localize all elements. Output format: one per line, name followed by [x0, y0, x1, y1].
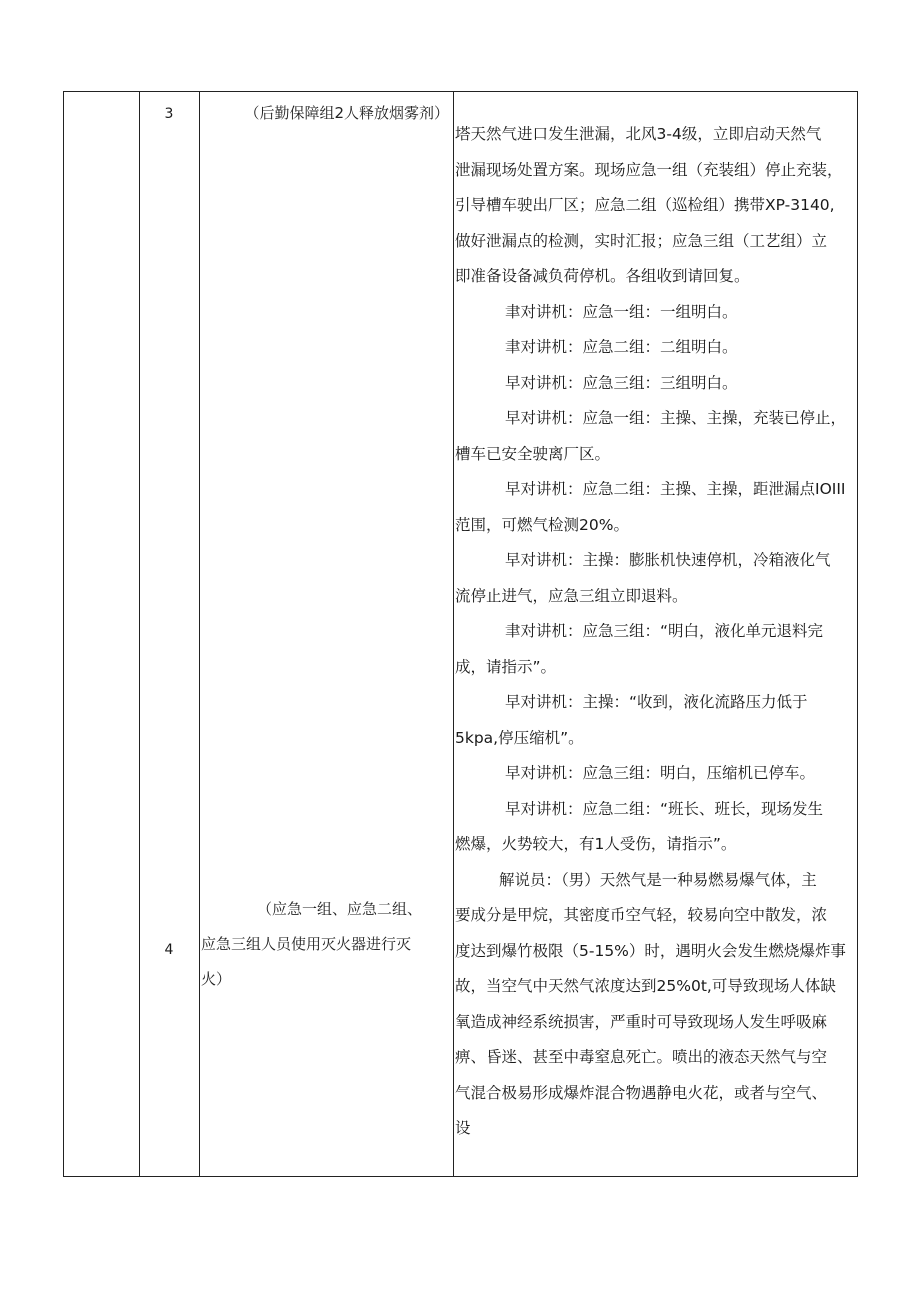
- content-line: 早对讲机：应急二组：“班长、班长，现场发生: [505, 799, 824, 818]
- action-line: 火）: [201, 970, 232, 988]
- content-line: 流停止进气，应急三组立即退料。: [455, 586, 688, 605]
- content-line: 早对讲机：应急二组：主操、主操，距泄漏点IOIII: [505, 480, 846, 498]
- content-line: 泄漏现场处置方案。现场应急一组（充装组）停止充装，: [455, 160, 843, 179]
- content-line: 槽车已安全驶离厂区。: [455, 444, 611, 463]
- content-line: 引导槽车驶出厂区；应急二组（巡检组）携带XP-3140,: [455, 196, 835, 214]
- drill-script-table: [63, 91, 858, 1177]
- action-line: 应急三组人员使用灭火器进行灭: [201, 935, 412, 953]
- content-line: 早对讲机：应急三组：三组明白。: [505, 373, 738, 392]
- content-line: 早对讲机：应急三组：明白，压缩机已停车。: [505, 764, 816, 782]
- content-line: 燃爆，火势较大，有1人受伤，请指示”。: [455, 835, 737, 853]
- action-line: （应急一组、应急二组、: [257, 900, 423, 918]
- column-divider: [453, 92, 454, 1176]
- content-line: 早对讲机：主操：“收到，液化流路压力低于: [505, 693, 808, 711]
- content-line: 做好泄漏点的检测，实时汇报；应急三组（工艺组）立: [455, 231, 828, 250]
- content-line: 度达到爆竹极限（5-15%）时，遇明火会发生燃烧爆炸事: [455, 941, 846, 960]
- content-line: 设: [455, 1119, 471, 1137]
- content-line: 早对讲机：主操：膨胀机快速停机，冷箱液化气: [505, 551, 831, 569]
- row-number: 3: [164, 106, 174, 122]
- content-line: 成，请指示”。: [455, 657, 557, 676]
- content-line: 痹、昏迷、甚至中毒窒息死亡。喷出的液态天然气与空: [455, 1048, 828, 1066]
- content-line: 范围，可燃气检测20%。: [455, 515, 629, 534]
- row-action: [201, 892, 449, 997]
- content-line: 氧造成神经系统损害，严重时可导致现场人发生呼吸麻: [455, 1012, 828, 1031]
- column-divider: [199, 92, 200, 1176]
- column-divider: [139, 92, 140, 1176]
- content-line: 聿对讲机：应急三组：“明白，液化单元退料完: [505, 622, 824, 640]
- content-line: 5kpa,停压缩机”。: [455, 728, 584, 747]
- content-line: 早对讲机：应急一组：主操、主操，充装已停止，: [505, 409, 847, 427]
- content-line: 即准备设备减负荷停机。各组收到请回复。: [455, 267, 750, 285]
- content-line: 故，当空气中天然气浓度达到25%0t,可导致现场人体缺: [455, 977, 836, 995]
- content-line: 聿对讲机：应急二组：二组明白。: [505, 338, 738, 356]
- content-line: 要成分是甲烷，其密度币空气轻，较易向空中散发，浓: [455, 906, 828, 924]
- row-action: （后勤保障组2人释放烟雾剂）: [244, 104, 449, 122]
- content-line: 解说员：（男）天然气是一种易燃易爆气体，主: [499, 870, 817, 889]
- content-line: 塔天然气进口发生泄漏，北风3-4级，立即启动天然气: [455, 125, 822, 143]
- content-line: 气混合极易形成爆炸混合物遇静电火花，或者与空气、: [455, 1083, 828, 1102]
- script-content: [455, 117, 857, 1147]
- row-number: 4: [164, 942, 174, 958]
- content-line: 聿对讲机：应急一组：一组明白。: [505, 302, 738, 321]
